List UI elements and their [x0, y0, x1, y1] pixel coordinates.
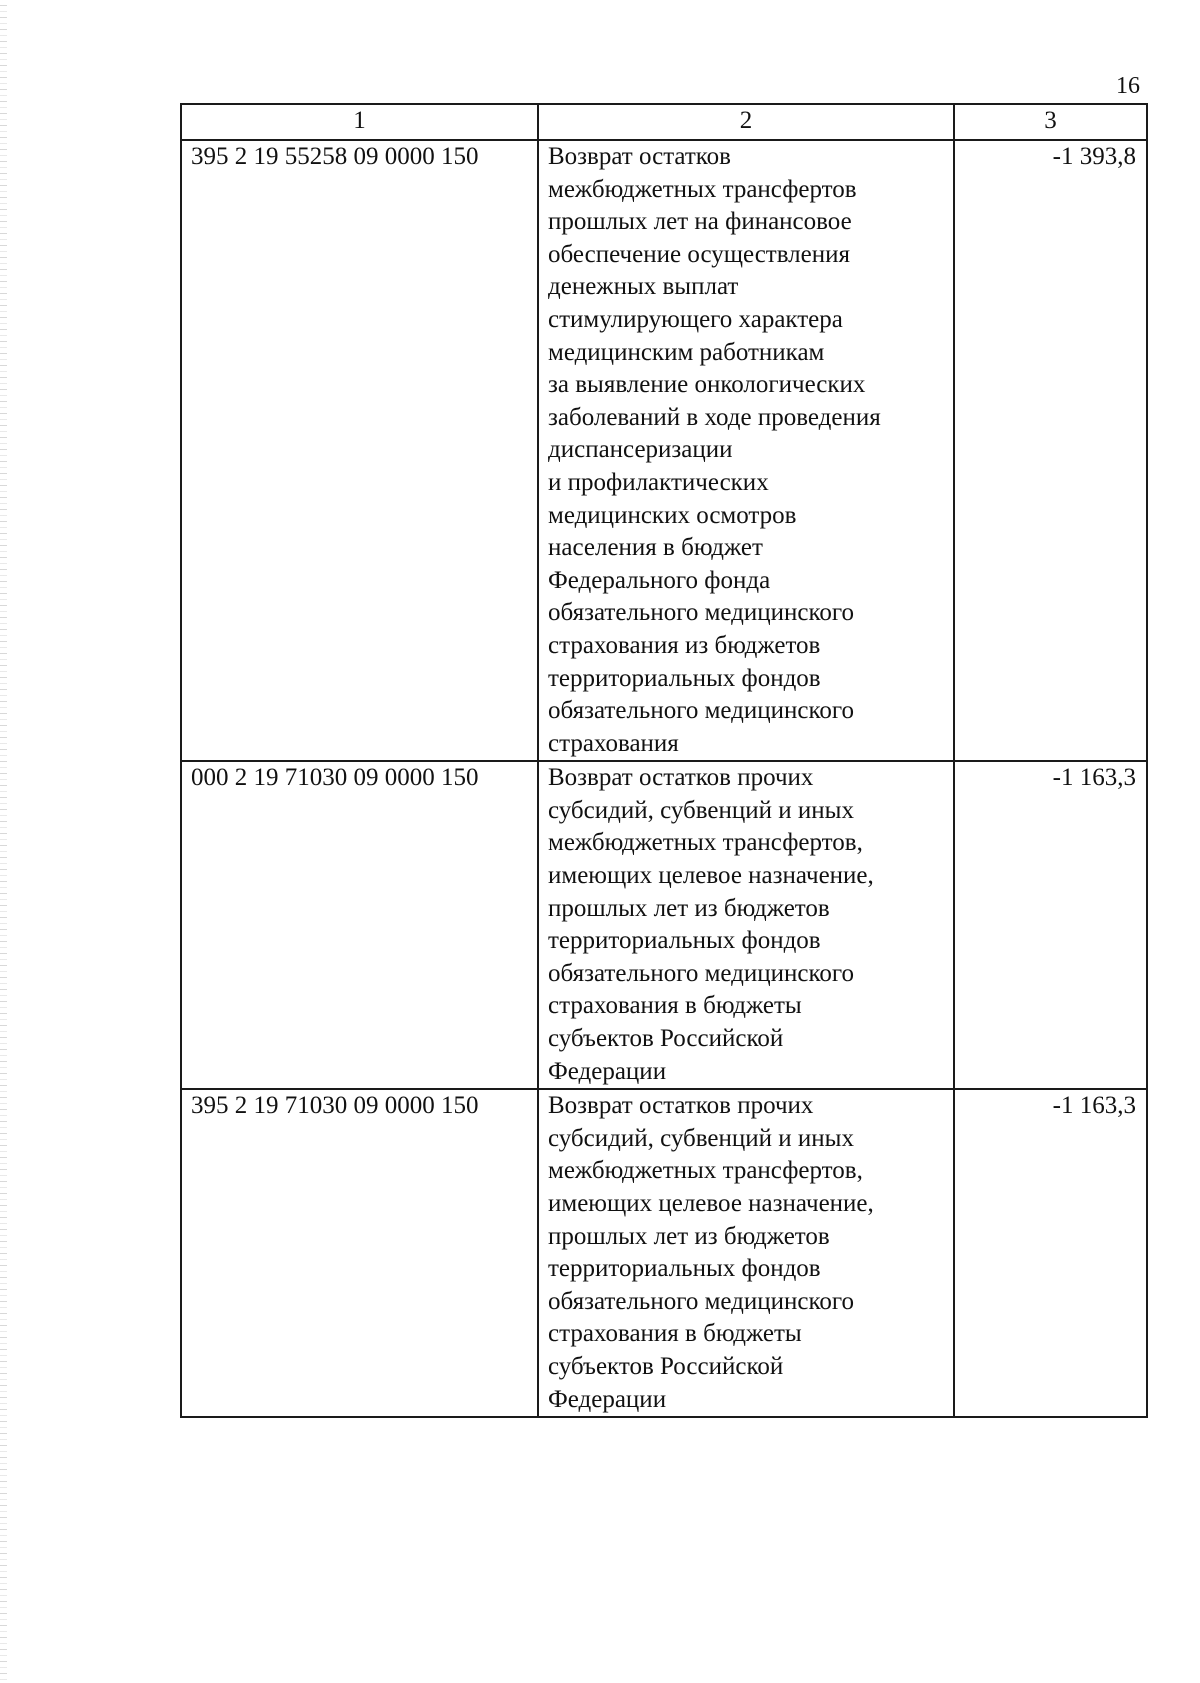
- description-line: прошлых лет из бюджетов: [548, 894, 830, 922]
- description-line: страхования из бюджетов: [548, 631, 821, 659]
- column-header-3: 3: [954, 104, 1147, 140]
- description-line: прошлых лет из бюджетов: [548, 1222, 830, 1250]
- description-line: медицинским работникам: [548, 338, 825, 366]
- description-line: территориальных фондов: [548, 664, 821, 692]
- description-line: за выявление онкологических: [548, 371, 866, 399]
- scan-edge-artifact: [0, 0, 7, 1683]
- description-line: Возврат остатков прочих: [548, 1092, 814, 1120]
- budget-code-cell: 000 2 19 71030 09 0000 150: [181, 761, 538, 1089]
- description-cell: [538, 1089, 954, 1417]
- description-line: стимулирующего характера: [548, 305, 843, 333]
- description-line: заболеваний в ходе проведения: [548, 403, 881, 431]
- description-line: субсидий, субвенций и иных: [548, 1124, 854, 1152]
- column-header-2: 2: [538, 104, 954, 140]
- description-line: страхования: [548, 729, 679, 757]
- description-line: населения в бюджет: [548, 534, 763, 562]
- description-cell: [538, 140, 954, 761]
- description-line: обязательного медицинского: [548, 599, 855, 627]
- description-line: страхования в бюджеты: [548, 992, 802, 1020]
- description-line: Федерации: [548, 1057, 667, 1085]
- budget-table: [180, 103, 1148, 1418]
- description-line: Возврат остатков прочих: [548, 764, 814, 792]
- description-line: обязательного медицинского: [548, 697, 855, 725]
- description-line: субъектов Российской: [548, 1352, 784, 1380]
- description-line: Федерального фонда: [548, 566, 771, 594]
- description-line: межбюджетных трансфертов,: [548, 1157, 863, 1185]
- description-line: обеспечение осуществления: [548, 240, 851, 268]
- description-line: медицинских осмотров: [548, 501, 797, 529]
- page-number: 16: [1116, 73, 1140, 99]
- description-line: обязательного медицинского: [548, 959, 855, 987]
- description-line: субъектов Российской: [548, 1025, 784, 1053]
- table-body: [181, 140, 1147, 1417]
- description-line: межбюджетных трансфертов,: [548, 829, 863, 857]
- column-header-1: 1: [181, 104, 538, 140]
- description-line: денежных выплат: [548, 273, 739, 301]
- description-line: прошлых лет на финансовое: [548, 208, 852, 236]
- table-row: [181, 1089, 1147, 1417]
- description-line: Возврат остатков: [548, 143, 731, 170]
- description-line: диспансеризации: [548, 436, 733, 464]
- amount-cell: -1 393,8: [954, 140, 1147, 761]
- description-line: субсидий, субвенций и иных: [548, 796, 854, 824]
- description-line: территориальных фондов: [548, 1255, 821, 1283]
- description-line: обязательного медицинского: [548, 1287, 855, 1315]
- description-line: межбюджетных трансфертов: [548, 175, 857, 203]
- description-cell: [538, 761, 954, 1089]
- description-line: и профилактических: [548, 468, 769, 496]
- description-line: страхования в бюджеты: [548, 1320, 802, 1348]
- description-line: Федерации: [548, 1385, 667, 1413]
- description-line: территориальных фондов: [548, 927, 821, 955]
- amount-cell: -1 163,3: [954, 761, 1147, 1089]
- amount-cell: -1 163,3: [954, 1089, 1147, 1417]
- budget-code-cell: 395 2 19 71030 09 0000 150: [181, 1089, 538, 1417]
- budget-code-cell: 395 2 19 55258 09 0000 150: [181, 140, 538, 761]
- table-row: [181, 761, 1147, 1089]
- table-row: [181, 140, 1147, 761]
- description-line: имеющих целевое назначение,: [548, 862, 874, 890]
- description-line: имеющих целевое назначение,: [548, 1190, 874, 1217]
- table-header-row: [181, 104, 1147, 140]
